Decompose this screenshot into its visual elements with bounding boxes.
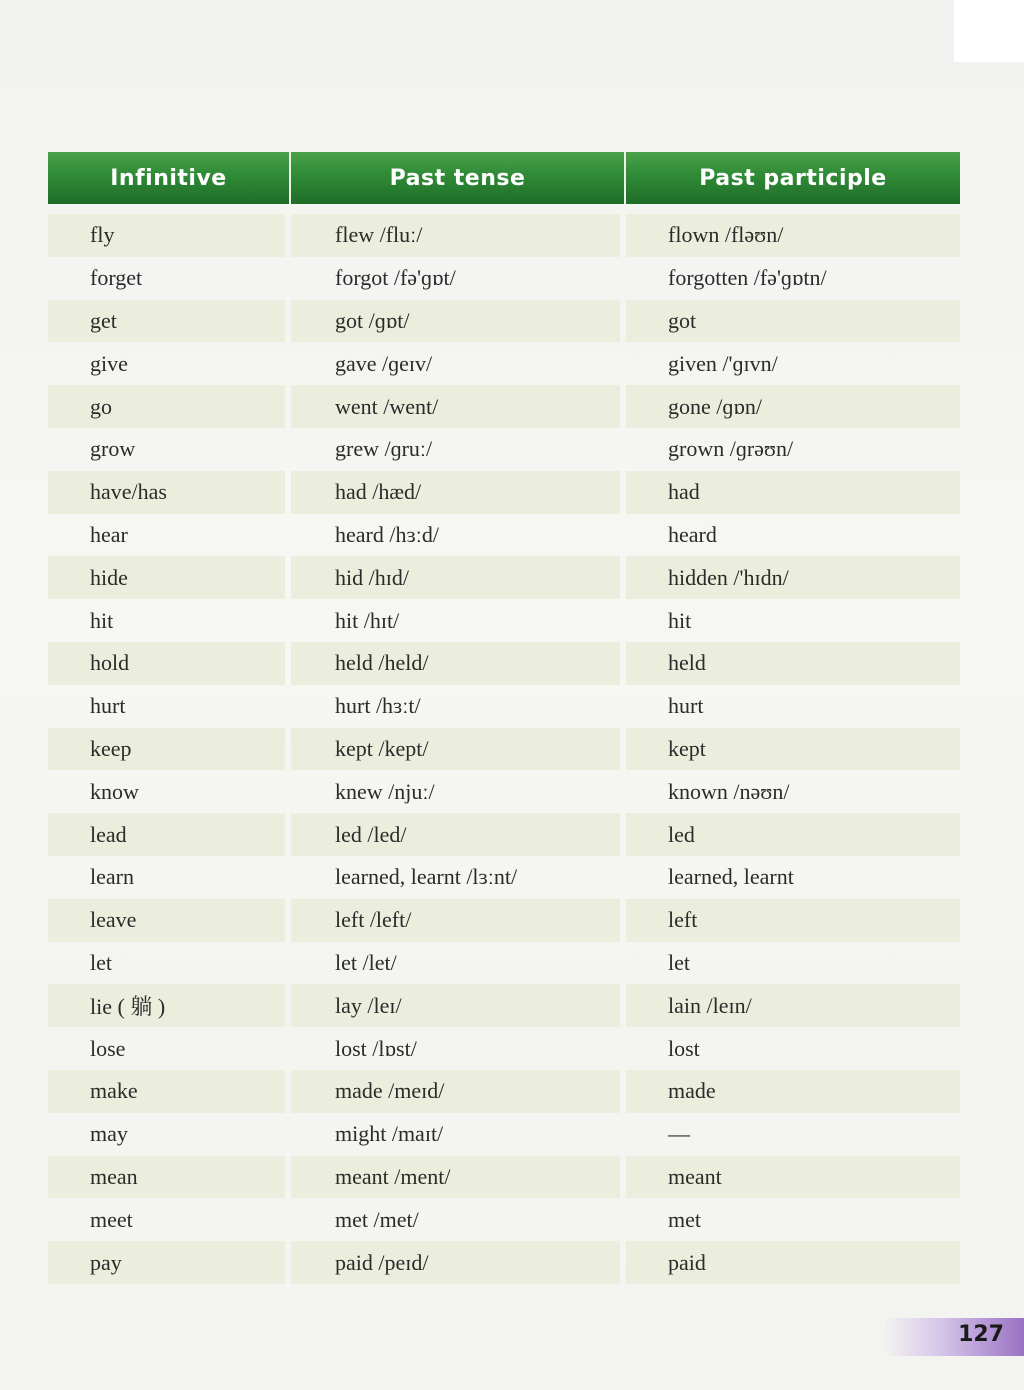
cell-past-participle: held [626,642,960,685]
header-infinitive: Infinitive [48,152,291,204]
cell-past-participle: hidden /'hɪdn/ [626,556,960,599]
table-body [48,214,960,1284]
cell-past-tense: lay /leɪ/ [291,984,620,1027]
table-row [48,214,960,257]
cell-past-tense: might /maɪt/ [335,1121,444,1147]
cell-past-tense: made /meɪd/ [291,1070,620,1113]
cell-past-participle: flown /fləʊn/ [626,214,960,257]
table-row [48,471,960,514]
irregular-verbs-table [48,152,960,1284]
cell-past-participle: led [626,813,960,856]
cell-past-tense: forgot /fə'ɡɒt/ [335,265,456,291]
cell-past-participle: kept [626,728,960,771]
cell-past-tense: grew /ɡruː/ [335,436,433,462]
cell-infinitive: meet [90,1206,133,1232]
cell-infinitive: lead [48,813,285,856]
cell-infinitive: hurt [90,693,126,719]
cell-past-tense: let /let/ [335,949,397,975]
cell-past-tense: kept /kept/ [291,728,620,771]
cell-past-participle: forgotten /fə'ɡɒtn/ [668,265,827,291]
cell-past-tense: gave /ɡeɪv/ [335,350,433,376]
cell-past-participle: gone /ɡɒn/ [626,385,960,428]
table-row [48,1070,960,1113]
table-row [48,1241,960,1284]
cell-past-participle: meant [626,1156,960,1199]
table-row [48,728,960,771]
cell-infinitive: lie ( 躺 ) [48,984,285,1027]
cell-past-tense: had /hæd/ [291,471,620,514]
table-row [48,1113,960,1156]
cell-past-tense: flew /fluː/ [291,214,620,257]
table-row [48,942,960,985]
cell-past-participle: had [626,471,960,514]
cell-past-participle: lost [668,1035,700,1061]
cell-infinitive: get [48,300,285,343]
cell-infinitive: learn [90,864,134,890]
table-row [48,685,960,728]
cell-past-participle: made [626,1070,960,1113]
cell-past-participle: given /'ɡɪvn/ [668,350,778,376]
cell-past-tense: hurt /hɜːt/ [335,693,421,719]
table-row [48,813,960,856]
cell-past-participle: learned, learnt [668,864,794,890]
cell-infinitive: pay [48,1241,285,1284]
table-row [48,856,960,899]
cell-past-participle: let [668,949,690,975]
cell-past-tense: got /ɡɒt/ [291,300,620,343]
cell-past-participle: hit [668,607,692,633]
cell-infinitive: let [90,949,112,975]
cell-past-tense: left /left/ [291,899,620,942]
cell-past-tense: led /led/ [291,813,620,856]
cell-past-participle: lain /leɪn/ [626,984,960,1027]
cell-infinitive: have/has [48,471,285,514]
cell-past-participle: known /nəʊn/ [668,778,790,804]
cell-past-tense: lost /lɒst/ [335,1035,417,1061]
cell-infinitive: fly [48,214,285,257]
header-past-participle: Past participle [699,165,887,191]
cell-past-tense: went /went/ [291,385,620,428]
cell-infinitive: hit [90,607,114,633]
cell-infinitive: mean [48,1156,285,1199]
table-row [48,300,960,343]
table-row [48,1027,960,1070]
cell-past-tense: knew /njuː/ [335,778,435,804]
cell-infinitive: make [48,1070,285,1113]
cell-infinitive: forget [90,265,143,291]
table-row [48,599,960,642]
cell-infinitive: may [90,1121,128,1147]
cell-past-participle: met [668,1206,701,1232]
table-row [48,428,960,471]
cell-past-participle: got [626,300,960,343]
cell-past-participle: left [626,899,960,942]
cell-past-tense: heard /hɜːd/ [335,521,439,547]
table-row [48,342,960,385]
cell-past-tense: paid /peɪd/ [291,1241,620,1284]
table-row [48,514,960,557]
cell-past-tense: held /held/ [291,642,620,685]
table-row [48,257,960,300]
table-row [48,984,960,1027]
table-row [48,642,960,685]
table-row [48,770,960,813]
cell-infinitive: keep [48,728,285,771]
table-row [48,899,960,942]
table-row [48,1198,960,1241]
cell-infinitive: lose [90,1035,126,1061]
table-header [48,152,960,204]
cell-infinitive: hear [90,521,128,547]
table-row [48,1156,960,1199]
cell-infinitive: hold [48,642,285,685]
cell-past-tense: hid /hɪd/ [291,556,620,599]
cell-past-participle: heard [668,521,717,547]
cell-infinitive: hide [48,556,285,599]
header-past-tense: Past tense [291,152,626,204]
scan-corner [954,0,1024,62]
cell-past-participle: — [668,1121,690,1147]
cell-past-tense: meant /ment/ [291,1156,620,1199]
cell-infinitive: leave [48,899,285,942]
table-row [48,385,960,428]
cell-past-participle: hurt [668,693,704,719]
cell-past-tense: hit /hɪt/ [335,607,400,633]
cell-past-participle: grown /ɡrəʊn/ [668,436,794,462]
cell-past-tense: met /met/ [335,1206,419,1232]
page-number: 127 [958,1322,1004,1347]
cell-past-participle: paid [626,1241,960,1284]
cell-infinitive: grow [90,436,136,462]
cell-infinitive: know [90,778,139,804]
page-number-tab [884,1318,1024,1356]
cell-past-tense: learned, learnt /lɜːnt/ [335,864,518,890]
cell-infinitive: go [48,385,285,428]
table-row [48,556,960,599]
cell-infinitive: give [90,350,128,376]
